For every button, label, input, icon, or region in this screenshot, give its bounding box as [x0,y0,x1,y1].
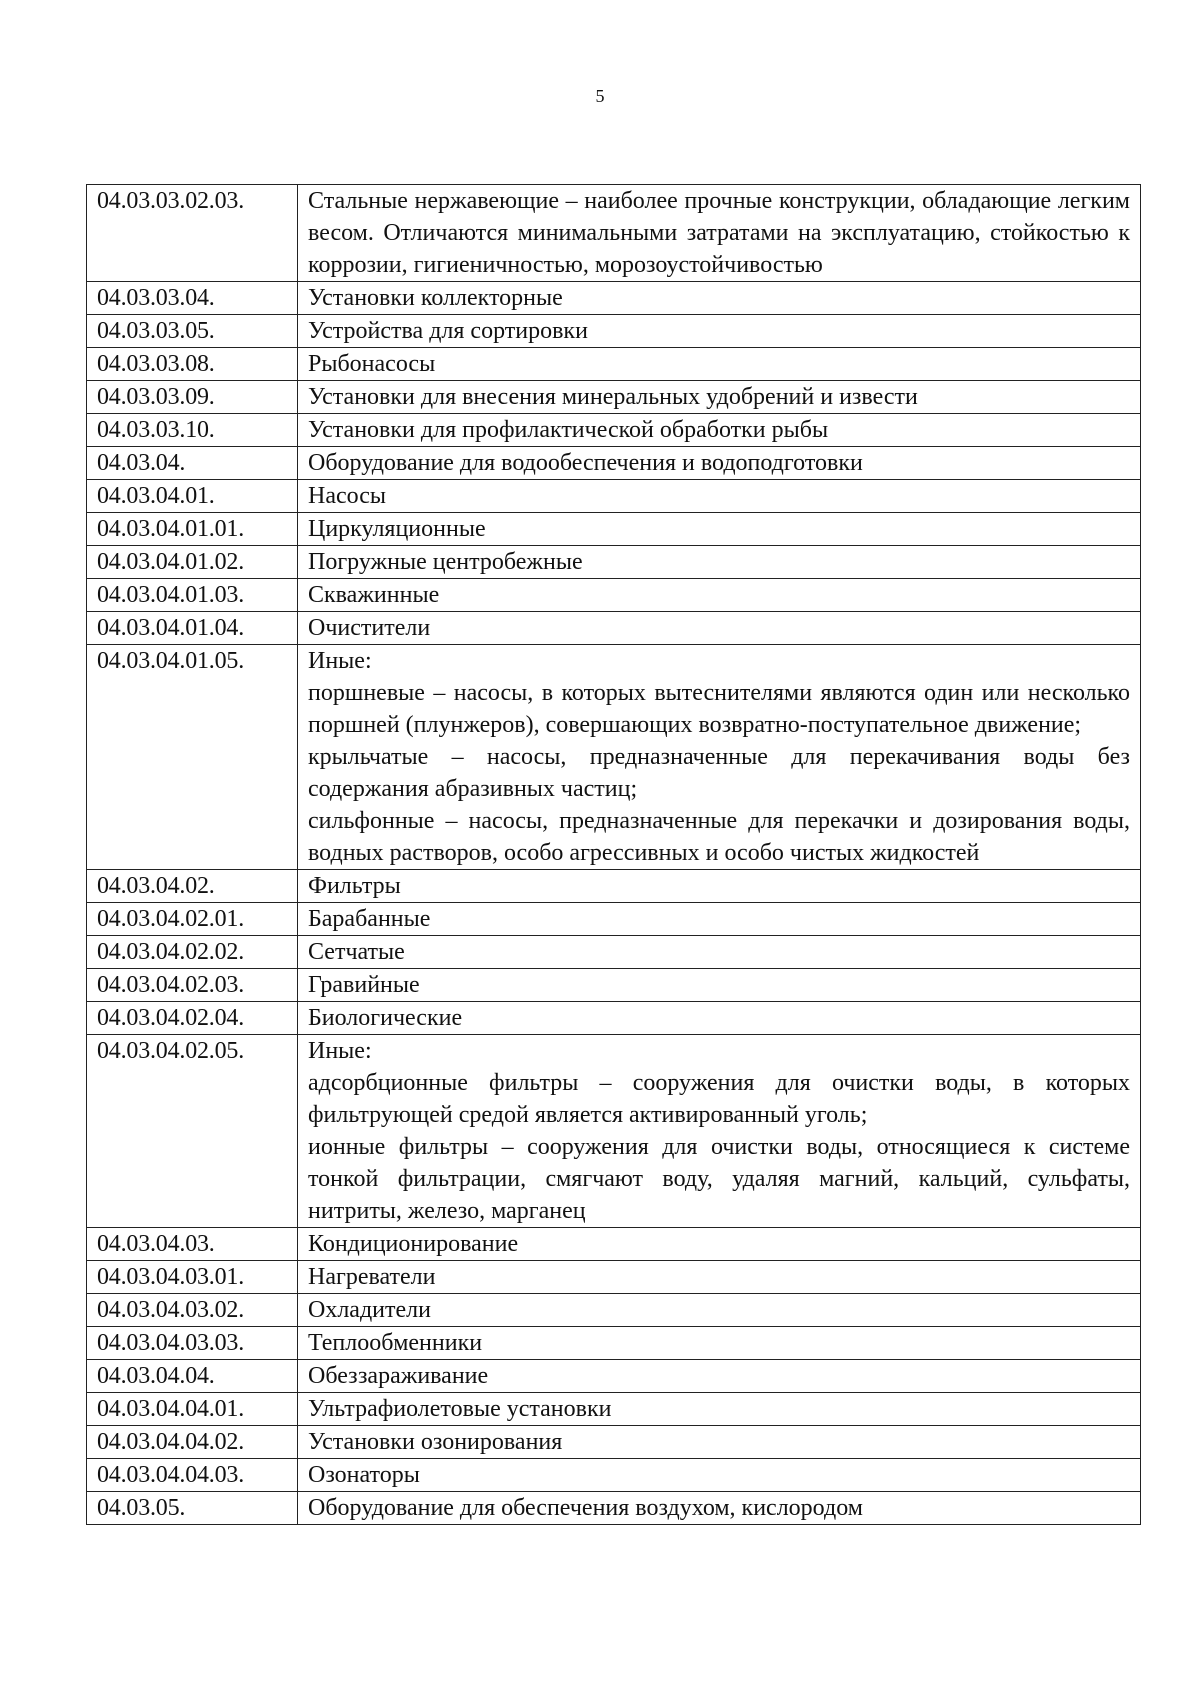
description-cell [298,1360,1141,1393]
description-line: Озонаторы [308,1462,420,1488]
description-line: Охладители [308,1297,431,1323]
table-row [87,1426,1141,1459]
description-cell [298,969,1141,1002]
code-cell: 04.03.04. [87,447,298,480]
table-row [87,513,1141,546]
code-cell: 04.03.04.01.03. [87,579,298,612]
table-row [87,447,1141,480]
description-cell [298,1228,1141,1261]
code-cell: 04.03.04.03.01. [87,1261,298,1294]
description-cell [298,870,1141,903]
description-cell [298,315,1141,348]
code-cell: 04.03.04.02.05. [87,1035,298,1228]
code-cell: 04.03.03.05. [87,315,298,348]
description-line: Обеззараживание [308,1363,489,1389]
classification-table [86,184,1141,1525]
description-cell [298,282,1141,315]
description-line: Устройства для сортировки [308,318,588,344]
description-cell [298,1294,1141,1327]
table-row [87,1228,1141,1261]
table-row [87,1492,1141,1525]
table-row [87,1393,1141,1426]
description-line: Погружные центробежные [308,549,583,575]
table-row [87,936,1141,969]
code-cell: 04.03.04.04. [87,1360,298,1393]
table-row [87,1294,1141,1327]
description-line: крыльчатые – насосы, предназначенные для перекачивания воды без содержания абразивных частиц; [308,744,1130,802]
description-cell [298,936,1141,969]
code-cell: 04.03.04.02.02. [87,936,298,969]
description-line: Ультрафиолетовые установки [308,1396,612,1422]
description-line: Иные: [308,1038,372,1064]
table-row [87,1035,1141,1228]
code-cell: 04.03.04.02. [87,870,298,903]
code-cell: 04.03.03.08. [87,348,298,381]
code-cell: 04.03.03.04. [87,282,298,315]
description-line: Кондиционирование [308,1231,519,1257]
description-line: Иные: [308,648,372,674]
description-line: Гравийные [308,972,420,998]
table-row [87,903,1141,936]
code-cell: 04.03.04.02.03. [87,969,298,1002]
table-row [87,315,1141,348]
description-line: Фильтры [308,873,401,899]
description-cell [298,1002,1141,1035]
description-cell [298,513,1141,546]
code-cell: 04.03.04.03.02. [87,1294,298,1327]
table-row [87,612,1141,645]
description-line: поршневые – насосы, в которых вытеснителями являются один или несколько поршней (плунжеров), совершающих возвратно-поступательное движение; [308,680,1130,738]
description-line: Рыбонасосы [308,351,436,377]
table-row [87,870,1141,903]
description-line: сильфонные – насосы, предназначенные для перекачки и дозирования воды, водных растворов, особо агрессивных и особо чистых жидкостей [308,808,1130,866]
table-row [87,414,1141,447]
code-cell: 04.03.04.02.04. [87,1002,298,1035]
description-cell [298,579,1141,612]
table-row [87,348,1141,381]
description-cell [298,1426,1141,1459]
code-cell: 04.03.04.04.01. [87,1393,298,1426]
table-row [87,546,1141,579]
code-cell: 04.03.04.03. [87,1228,298,1261]
description-line: Биологические [308,1005,463,1031]
description-cell [298,903,1141,936]
description-cell [298,348,1141,381]
description-line: Скважинные [308,582,440,608]
table-body [87,185,1141,1525]
description-cell [298,1261,1141,1294]
table-row [87,1002,1141,1035]
code-cell: 04.03.04.04.03. [87,1459,298,1492]
description-cell [298,1492,1141,1525]
table-row [87,381,1141,414]
description-cell [298,447,1141,480]
table-row [87,645,1141,870]
code-cell: 04.03.04.01.05. [87,645,298,870]
code-cell: 04.03.03.10. [87,414,298,447]
table-row [87,185,1141,282]
description-line: ионные фильтры – сооружения для очистки воды, относящиеся к системе тонкой фильтрации, смягчают воду, удаляя магний, кальций, сульфаты, нитриты, железо, марганец [308,1134,1130,1224]
description-cell [298,1459,1141,1492]
table-row [87,579,1141,612]
code-cell: 04.03.04.02.01. [87,903,298,936]
description-cell [298,1393,1141,1426]
description-cell [298,612,1141,645]
code-cell: 04.03.03.02.03. [87,185,298,282]
code-cell: 04.03.05. [87,1492,298,1525]
table-row [87,282,1141,315]
description-line: Установки для профилактической обработки рыбы [308,417,829,443]
description-line: Нагреватели [308,1264,436,1290]
table-row [87,1327,1141,1360]
description-line: Стальные нержавеющие – наиболее прочные конструкции, обладающие легким весом. Отличаются минимальными затратами на эксплуатацию, стойкостью к коррозии, гигиеничностью, морозоустойчивостью [308,188,1130,278]
table-row [87,1261,1141,1294]
description-cell [298,414,1141,447]
code-cell: 04.03.04.04.02. [87,1426,298,1459]
description-cell [298,546,1141,579]
description-cell [298,480,1141,513]
description-line: адсорбционные фильтры – сооружения для очистки воды, в которых фильтрующей средой является активированный уголь; [308,1070,1130,1128]
description-cell [298,1327,1141,1360]
description-cell [298,645,1141,870]
description-line: Циркуляционные [308,516,486,542]
description-line: Теплообменники [308,1330,483,1356]
table-row [87,1360,1141,1393]
description-line: Установки озонирования [308,1429,563,1455]
description-cell [298,185,1141,282]
page-number: 5 [595,86,605,106]
description-line: Очистители [308,615,431,641]
code-cell: 04.03.04.01.04. [87,612,298,645]
code-cell: 04.03.03.09. [87,381,298,414]
description-cell [298,1035,1141,1228]
description-line: Барабанные [308,906,431,932]
code-cell: 04.03.04.03.03. [87,1327,298,1360]
description-line: Оборудование для водообеспечения и водоподготовки [308,450,863,476]
description-line: Сетчатые [308,939,405,965]
description-line: Оборудование для обеспечения воздухом, кислородом [308,1495,863,1521]
table-row [87,969,1141,1002]
description-line: Установки для внесения минеральных удобрений и извести [308,384,918,410]
code-cell: 04.03.04.01.01. [87,513,298,546]
table-row [87,480,1141,513]
description-line: Насосы [308,483,387,509]
description-line: Установки коллекторные [308,285,563,311]
code-cell: 04.03.04.01.02. [87,546,298,579]
description-cell [298,381,1141,414]
code-cell: 04.03.04.01. [87,480,298,513]
table-row [87,1459,1141,1492]
